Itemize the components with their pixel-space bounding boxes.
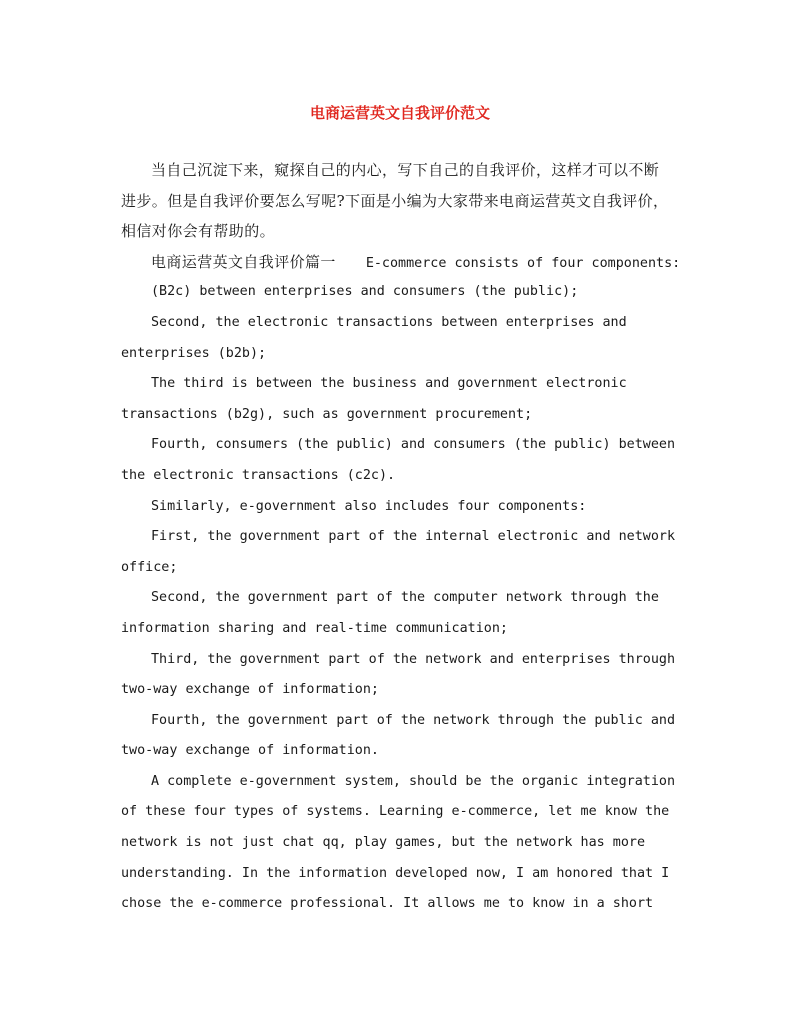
paragraph-line: understanding. In the information developed now, I am honored that I [121,865,670,881]
intro-line: 进步。但是自我评价要怎么写呢?下面是小编为大家带来电商运营英文自我评价， [121,191,669,210]
intro-line: 相信对你会有帮助的。 [121,222,276,241]
paragraph-line: A complete e-government system, should be the organic integration [151,773,676,789]
paragraph-line: (B2c) between enterprises and consumers (the public); [151,284,579,300]
section-label: 电商运营英文自我评价篇一 [151,252,336,271]
document-title: 电商运营英文自我评价范文 [309,104,490,122]
paragraph-line: transactions (b2g), such as government procurement; [121,406,533,422]
paragraph-line: the electronic transactions (c2c). [121,467,396,483]
section-first-line: E-commerce consists of four components: [365,255,681,271]
paragraph-line: First, the government part of the internal electronic and network [151,529,676,545]
paragraph-line: Fourth, consumers (the public) and consumers (the public) between [151,437,676,453]
paragraph-line: network is not just chat qq, play games, but the network has more [121,835,646,851]
paragraph-line: two-way exchange of information. [121,743,379,759]
document-body [121,155,681,920]
paragraph-line: The third is between the business and government electronic [151,376,627,392]
paragraph-line: Similarly, e-government also includes four components: [151,498,587,514]
paragraph-line: enterprises (b2b); [121,345,267,361]
paragraph-line: Third, the government part of the network and enterprises through [151,651,676,667]
paragraph-line: chose the e-commerce professional. It allows me to know in a short [121,896,654,912]
paragraph-line: of these four types of systems. Learning e-commerce, let me know the [121,804,670,820]
paragraph-line: two-way exchange of information; [121,682,379,698]
paragraph-line: Second, the government part of the computer network through the [151,590,659,606]
section-heading-line [121,247,681,278]
paragraph-line: Second, the electronic transactions between enterprises and [151,314,627,330]
paragraph-line: office; [121,559,178,575]
paragraph-line: Fourth, the government part of the network through the public and [151,712,676,728]
intro-line: 当自己沉淀下来，窥探自己的内心，写下自己的自我评价，这样才可以不断 [151,161,660,179]
paragraph-line: information sharing and real-time communication; [121,620,508,636]
